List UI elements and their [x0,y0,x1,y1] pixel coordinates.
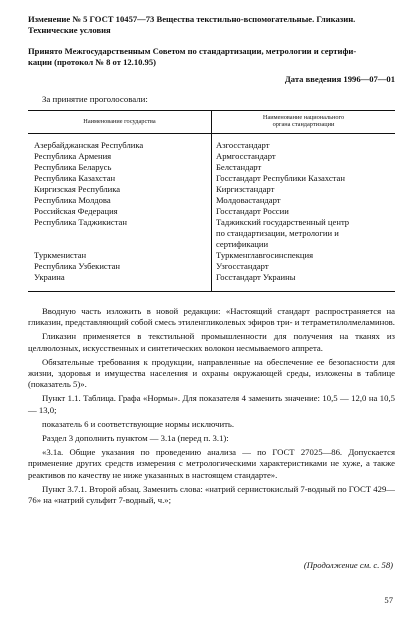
table-row [28,206,395,217]
state-name: Киргизская Республика [34,184,121,194]
paragraph: показатель 6 и соответствующие нормы исключить. [42,418,235,429]
header-state: Наименование государства [28,111,212,134]
state-name: Республика Армения [34,151,112,161]
state-name: Республика Узбекистан [34,261,121,271]
national-body [212,151,396,162]
adoption-note-line2: кации (протокол № 8 от 12.10.95) [28,57,157,67]
state-name: Республика Казахстан [34,173,116,183]
heading-title-line2: Технические условия [28,25,111,35]
paragraph: Пункт 1.1. Таблица. Графа «Нормы». Для показателя 4 заменить значение: 10,5 — 12,0 на 10,5 — 13,0; [28,393,395,415]
national-body [212,134,396,152]
state-name: Украина [28,272,212,292]
national-body [212,173,396,184]
national-body-line: по стандартизации, метрологии и [216,228,339,238]
heading-title-line1: Изменение № 5 ГОСТ 10457—73 Вещества текстильно-вспомогательные. Гликазин. [28,14,356,24]
adoption-note-line1: Принято Межгосударственным Советом по стандартизации, метрологии и сертифи- [28,46,357,56]
national-body-line: Молдовастандарт [216,195,281,205]
national-body-line: Госстандарт Украины [216,272,296,282]
national-body [212,184,396,195]
national-body-line: Узгосстандарт [216,261,269,271]
national-body-line: Госстандарт Республики Казахстан [216,173,345,183]
continuation-note: (Продолжение см. с. 58) [303,560,393,570]
table-row [28,272,395,292]
paragraph: Гликазин применяется в текстильной промышленности для получения на тканях из целлюлозных, искусственных и синтетических волокон несмываемого аппрета. [28,331,395,353]
state-name: Республика Таджикистан [34,217,127,227]
paragraph: Раздел 3 дополнить пунктом — 3.1а (перед п. 3.1): [42,433,229,444]
state-name: Азербайджанская Республика [34,140,144,150]
voting-table-header [28,111,395,134]
national-body-line: Белстандарт [216,162,262,172]
header-national-body-line1: Наименование национального [262,114,345,121]
national-body [212,250,396,261]
voting-table-body [28,134,395,292]
paragraph: Пункт 3.7.1. Второй абзац. Заменить слова: «натрий сернистокислый 7-водный по ГОСТ 429—76» на «натрий сульфит 7-водный, ч.»; [28,483,395,506]
document-heading [28,14,395,36]
table-row [28,250,395,261]
table-row [28,162,395,173]
table-row [28,217,395,250]
national-body [212,195,396,206]
state-name: Туркменистан [34,250,87,260]
page-number: 57 [384,595,393,605]
national-body [212,162,396,173]
national-body [212,206,396,217]
effective-date: Дата введения 1996—07—01 [284,74,395,84]
state-name: Российская Федерация [34,206,118,216]
voted-label: За принятие проголосовали: [42,94,148,104]
header-national-body [212,111,396,134]
table-row [28,173,395,184]
voting-table [28,110,395,292]
table-row [28,151,395,162]
paragraph: «3.1а. Общие указания по проведению анализа — по ГОСТ 27025—86. Допускается применение других средств измерения с метрологическими характеристиками не хуже, а также реактивов по качеству не ниже указанных в настоящем стандарте». [28,447,395,480]
table-row [28,195,395,206]
national-body [212,272,396,292]
table-row [28,184,395,195]
header-national-body-line2: органа стандартизации [272,121,335,128]
state-name: Республика Молдова [34,195,111,205]
national-body-line: Армгосстандарт [216,151,276,161]
national-body [212,217,396,250]
national-body-line: Азгосстандарт [216,140,270,150]
table-row [28,134,395,152]
national-body-line: сертификации [216,239,269,249]
national-body-line: Киргизстандарт [216,184,275,194]
table-row [28,261,395,272]
paragraph: Вводную часть изложить в новой редакции: «Настоящий стандарт распространяется на гликазин, представляющий собой смесь этиленгликолевых эфиров три- и тетраметилолмеламинов. [28,306,395,328]
national-body-line: Госстандарт России [216,206,289,216]
paragraph: Обязательные требования к продукции, направленные на обеспечение ее безопасности для жизни, здоровья и имущества населения и охраны окружающей среды, изложены в таблице (показатель 5)». [28,356,395,390]
national-body-line: Таджикский государственный центр [216,217,350,227]
national-body-line: Туркменглавгосинспекция [216,250,314,260]
state-name: Республика Беларусь [34,162,112,172]
amendment-text [28,306,395,506]
adoption-note [28,46,395,68]
national-body [212,261,396,272]
